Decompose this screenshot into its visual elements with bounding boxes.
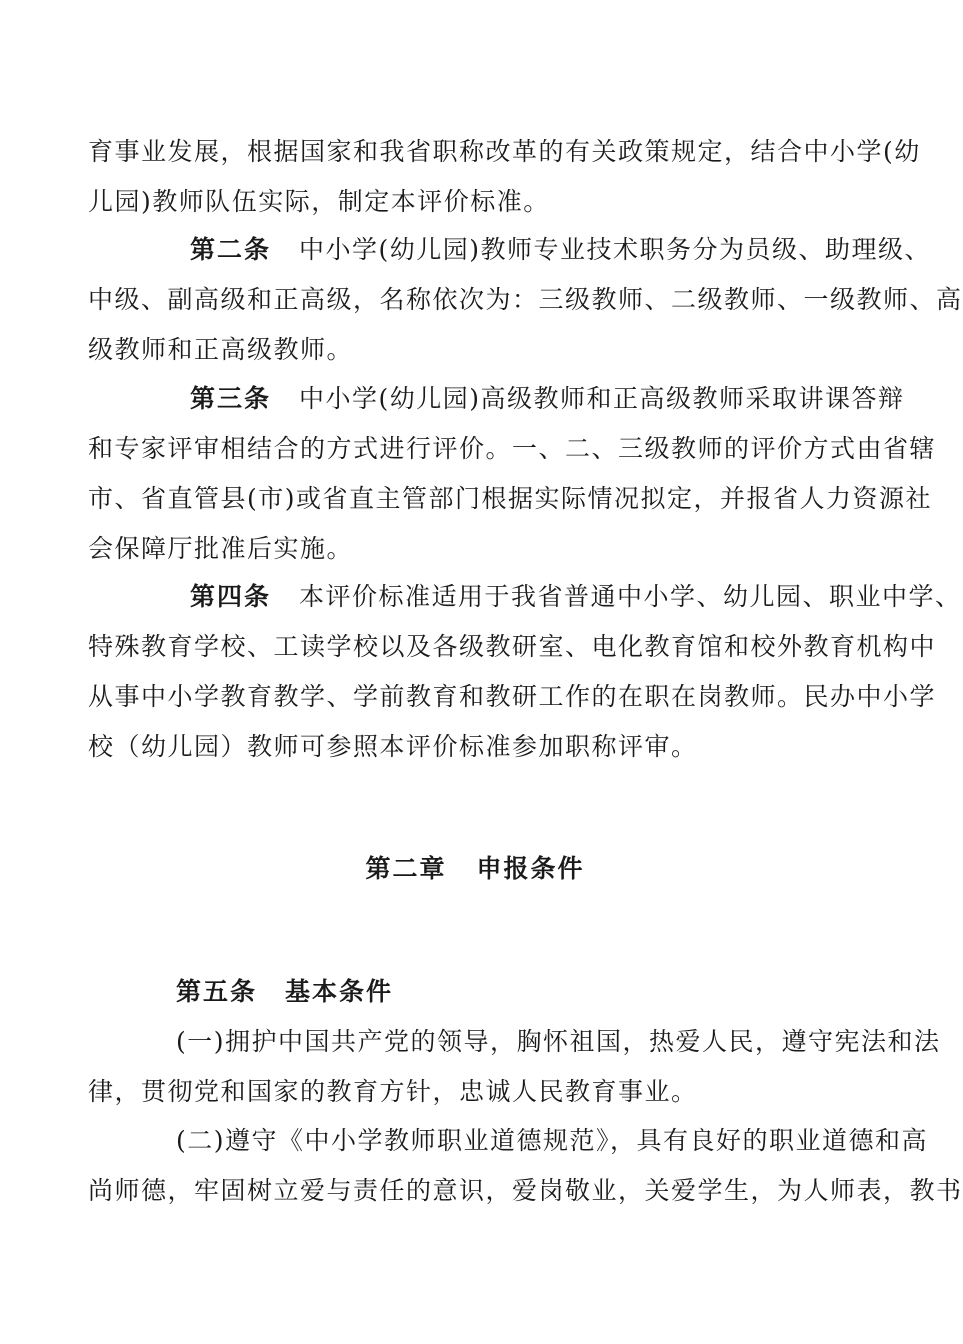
article-3-line — [190, 382, 905, 416]
article-3-text: 中小学(幼儿园)高级教师和正高级教师采取讲课答辩 — [299, 384, 905, 413]
article-5-heading — [176, 975, 892, 1009]
text-line: 从事中小学教育教学、学前教育和教研工作的在职在岗教师。民办中小学 — [88, 682, 937, 711]
text-line: 尚师德，牢固树立爱与责任的意识，爱岗敬业，关爱学生，为人师表，教书 — [88, 1176, 963, 1205]
text-line: (一)拥护中国共产党的领导，胸怀祖国，热爱人民，遵守宪法和法 — [176, 1027, 941, 1056]
article-2-label: 第二条 — [190, 235, 272, 264]
chapter-heading — [0, 852, 950, 886]
chapter-label: 第二章 — [365, 854, 447, 883]
article-4-label: 第四条 — [190, 582, 272, 611]
text-line: 会保障厅批准后实施。 — [88, 534, 354, 563]
article-3-label: 第三条 — [190, 384, 272, 413]
text-line: 级教师和正高级教师。 — [88, 335, 354, 364]
text-line: 律，贯彻党和国家的教育方针，忠诚人民教育事业。 — [88, 1077, 698, 1106]
article-5-title: 基本条件 — [285, 977, 394, 1006]
text-line: 育事业发展，根据国家和我省职称改革的有关政策规定，结合中小学(幼 — [88, 137, 921, 166]
text-line: (二)遵守《中小学教师职业道德规范》，具有良好的职业道德和高 — [176, 1126, 929, 1155]
text-line: 和专家评审相结合的方式进行评价。一、二、三级教师的评价方式由省辖 — [88, 434, 937, 463]
text-line: 特殊教育学校、工读学校以及各级教研室、电化教育馆和校外教育机构中 — [88, 632, 937, 661]
text-line: 校（幼儿园）教师可参照本评价标准参加职称评审。 — [88, 732, 698, 761]
article-4-line — [190, 580, 962, 614]
article-2-line — [190, 233, 932, 267]
article-4-text: 本评价标准适用于我省普通中小学、幼儿园、职业中学、 — [299, 582, 962, 611]
chapter-title: 申报条件 — [476, 854, 585, 883]
text-line: 市、省直管县(市)或省直主管部门根据实际情况拟定，并报省人力资源社 — [88, 484, 933, 513]
article-2-text: 中小学(幼儿园)教师专业技术职务分为员级、助理级、 — [299, 235, 932, 264]
text-line: 中级、副高级和正高级，名称依次为：三级教师、二级教师、一级教师、高 — [88, 285, 963, 314]
article-5-label: 第五条 — [176, 977, 258, 1006]
text-line: 儿园)教师队伍实际，制定本评价标准。 — [88, 187, 550, 216]
